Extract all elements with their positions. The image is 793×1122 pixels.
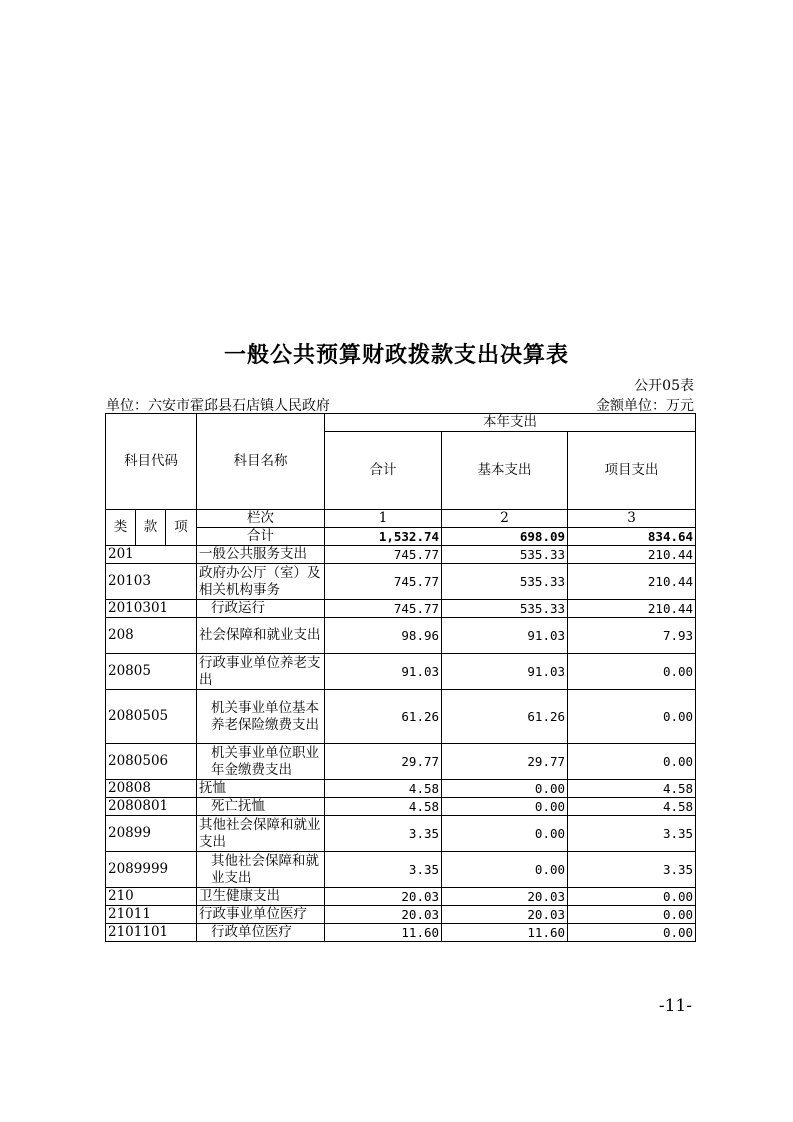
table-row [106, 744, 696, 780]
header-col-2: 2 [442, 510, 568, 528]
row-total: 20.03 [325, 888, 442, 906]
row-total: 91.03 [325, 654, 442, 690]
row-basic: 535.33 [442, 564, 568, 600]
row-basic: 29.77 [442, 744, 568, 780]
row-total: 98.96 [325, 618, 442, 654]
table-row [106, 924, 696, 942]
table-row [106, 816, 696, 852]
row-total: 3.35 [325, 816, 442, 852]
row-code: 208 [106, 618, 197, 654]
row-total: 745.77 [325, 600, 442, 618]
table-row [106, 618, 696, 654]
row-project: 0.00 [568, 744, 696, 780]
header-total: 合计 [325, 432, 442, 510]
row-basic: 91.03 [442, 654, 568, 690]
row-project: 0.00 [568, 690, 696, 744]
row-name: 行政事业单位医疗 [197, 906, 325, 924]
header-current-year: 本年支出 [325, 414, 696, 432]
row-basic: 0.00 [442, 780, 568, 798]
row-total: 20.03 [325, 906, 442, 924]
row-code: 2010301 [106, 600, 197, 618]
row-name: 行政事业单位养老支出 [197, 654, 325, 690]
row-total: 745.77 [325, 564, 442, 600]
row-project: 0.00 [568, 924, 696, 942]
row-code: 2101101 [106, 924, 197, 942]
row-project: 0.00 [568, 654, 696, 690]
page-title: 一般公共预算财政拨款支出决算表 [223, 343, 569, 368]
header-lei: 类 [106, 510, 136, 546]
row-project: 210.44 [568, 546, 696, 564]
row-basic: 0.00 [442, 798, 568, 816]
total-row-basic: 698.09 [442, 528, 568, 546]
table-row [106, 690, 696, 744]
row-project: 3.35 [568, 852, 696, 888]
row-name: 机关事业单位职业年金缴费支出 [197, 744, 325, 780]
expenditure-table [105, 413, 696, 942]
table-row [106, 798, 696, 816]
row-total: 745.77 [325, 546, 442, 564]
page-number: -11- [658, 996, 692, 1016]
row-basic: 20.03 [442, 906, 568, 924]
table-row [106, 780, 696, 798]
header-subject-code: 科目代码 [106, 414, 197, 510]
row-total: 4.58 [325, 780, 442, 798]
row-project: 210.44 [568, 564, 696, 600]
row-basic: 0.00 [442, 852, 568, 888]
row-total: 3.35 [325, 852, 442, 888]
row-name: 政府办公厅（室）及相关机构事务 [197, 564, 325, 600]
row-basic: 20.03 [442, 888, 568, 906]
row-basic: 535.33 [442, 600, 568, 618]
organization-label: 单位：六安市霍邱县石店镇人民政府 [106, 398, 330, 414]
currency-unit-label: 金额单位：万元 [596, 398, 694, 414]
header-basic: 基本支出 [442, 432, 568, 510]
header-project: 项目支出 [568, 432, 696, 510]
form-number: 公开05表 [634, 378, 694, 394]
header-xiang: 项 [166, 510, 197, 546]
row-total: 11.60 [325, 924, 442, 942]
row-name: 行政单位医疗 [197, 924, 325, 942]
row-project: 7.93 [568, 618, 696, 654]
table-row [106, 546, 696, 564]
row-project: 210.44 [568, 600, 696, 618]
row-basic: 91.03 [442, 618, 568, 654]
total-row-project: 834.64 [568, 528, 696, 546]
row-code: 21011 [106, 906, 197, 924]
row-name: 社会保障和就业支出 [197, 618, 325, 654]
row-name: 一般公共服务支出 [197, 546, 325, 564]
row-code: 2080801 [106, 798, 197, 816]
row-name: 死亡抚恤 [197, 798, 325, 816]
row-code: 20103 [106, 564, 197, 600]
header-kuan: 款 [136, 510, 166, 546]
row-code: 201 [106, 546, 197, 564]
table-row [106, 654, 696, 690]
row-name: 机关事业单位基本养老保险缴费支出 [197, 690, 325, 744]
row-basic: 11.60 [442, 924, 568, 942]
row-total: 61.26 [325, 690, 442, 744]
table-row [106, 564, 696, 600]
table-row [106, 852, 696, 888]
row-basic: 61.26 [442, 690, 568, 744]
row-total: 29.77 [325, 744, 442, 780]
row-name: 其他社会保障和就业支出 [197, 852, 325, 888]
row-project: 0.00 [568, 888, 696, 906]
row-project: 3.35 [568, 816, 696, 852]
row-name: 卫生健康支出 [197, 888, 325, 906]
table-row [106, 600, 696, 618]
row-code: 20899 [106, 816, 197, 852]
row-total: 4.58 [325, 798, 442, 816]
row-project: 0.00 [568, 906, 696, 924]
row-name: 行政运行 [197, 600, 325, 618]
header-col-1: 1 [325, 510, 442, 528]
row-basic: 535.33 [442, 546, 568, 564]
table-row [106, 888, 696, 906]
row-code: 20808 [106, 780, 197, 798]
row-project: 4.58 [568, 798, 696, 816]
header-subject-name: 科目名称 [197, 414, 325, 510]
row-project: 4.58 [568, 780, 696, 798]
row-name: 其他社会保障和就业支出 [197, 816, 325, 852]
row-code: 210 [106, 888, 197, 906]
total-row-total: 1,532.74 [325, 528, 442, 546]
row-name: 抚恤 [197, 780, 325, 798]
header-column-seq: 栏次 [197, 510, 325, 528]
row-basic: 0.00 [442, 816, 568, 852]
total-row-label: 合计 [197, 528, 325, 546]
row-code: 2080506 [106, 744, 197, 780]
row-code: 2089999 [106, 852, 197, 888]
table-row [106, 906, 696, 924]
row-code: 2080505 [106, 690, 197, 744]
header-col-3: 3 [568, 510, 696, 528]
row-code: 20805 [106, 654, 197, 690]
